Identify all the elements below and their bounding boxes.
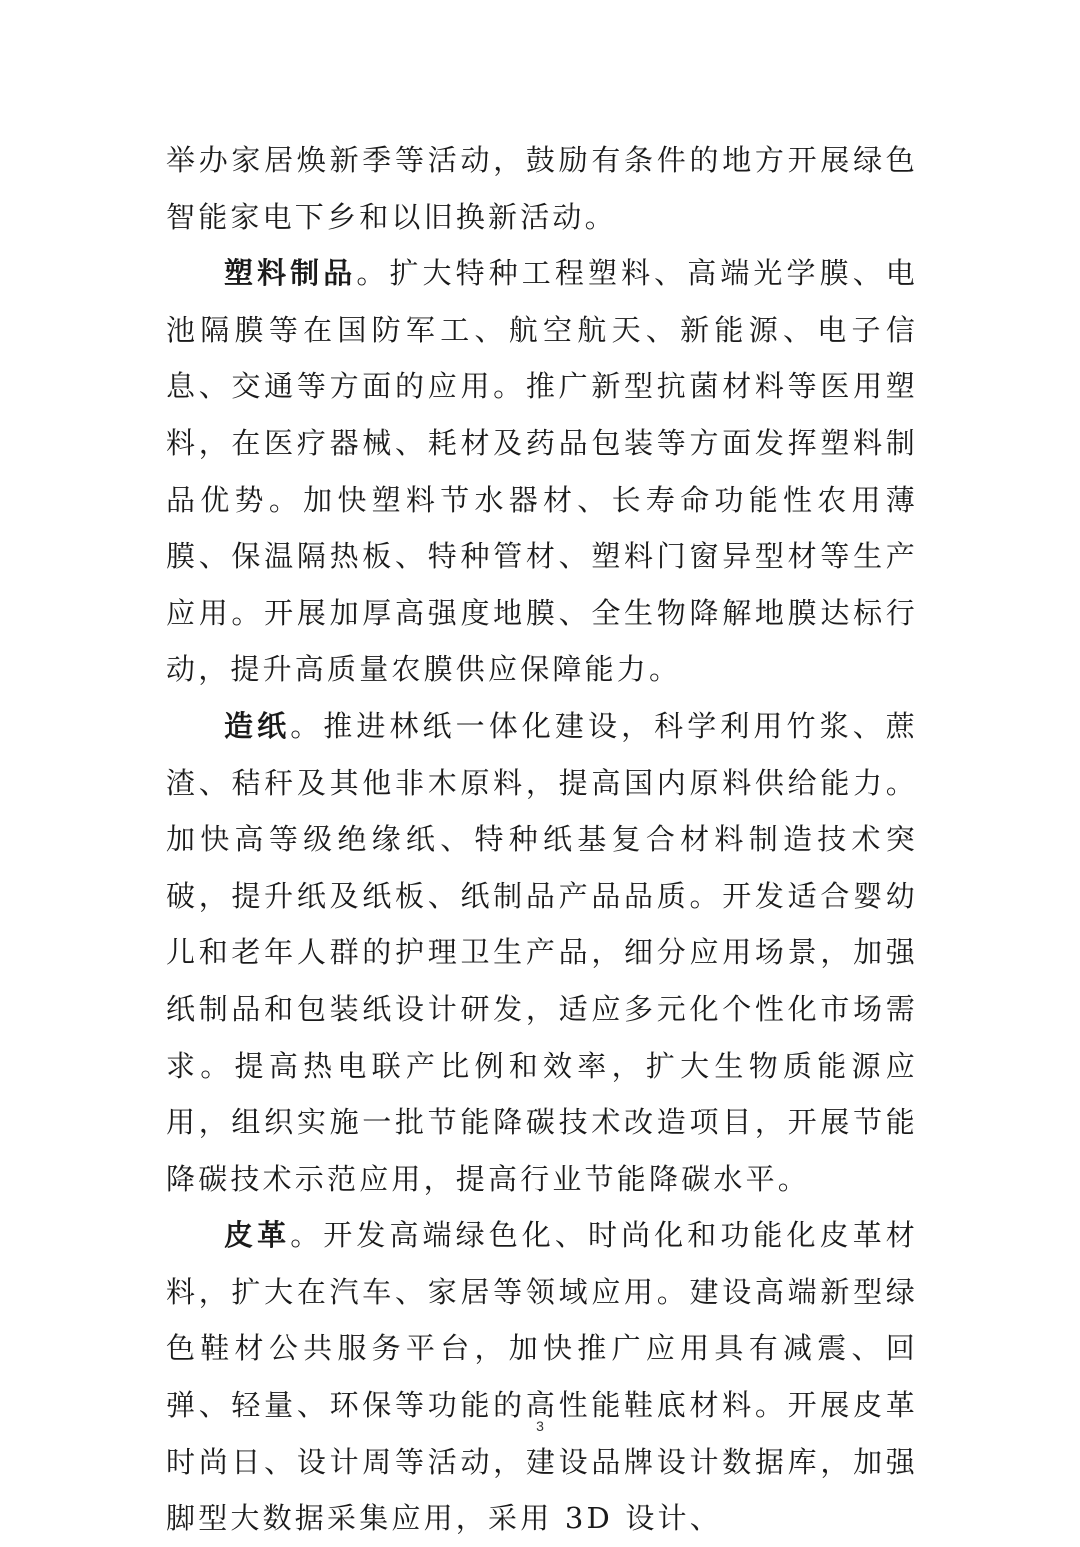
paragraph-papermaking [166, 698, 918, 1207]
paragraph-plastics [166, 245, 918, 698]
paragraph-text: 。推进林纸一体化建设，科学利用竹浆、蔗渣、秸秆及其他非木原料，提高国内原料供给能力。加快高等级绝缘纸、特种纸基复合材料制造技术突破，提升纸及纸板、纸制品产品品质。开发适合婴幼儿和老年人群的护理卫生产品，细分应用场景，加强纸制品和包装纸设计研发，适应多元化个性化市场需求。提高热电联产比例和效率，扩大生物质能源应用，组织实施一批节能降碳技术改造项目，开展节能降碳技术示范应用，提高行业节能降碳水平。 [166, 708, 918, 1196]
paragraph-household-continuation [166, 132, 918, 245]
paragraph-text: 举办家居焕新季等活动，鼓励有条件的地方开展绿色智能家电下乡和以旧换新活动。 [166, 143, 918, 234]
paragraph-text: 。扩大特种工程塑料、高端光学膜、电池隔膜等在国防军工、航空航天、新能源、电子信息、交通等方面的应用。推广新型抗菌材料等医用塑料，在医疗器械、耗材及药品包装等方面发挥塑料制品优势。加快塑料节水器材、长寿命功能性农用薄膜、保温隔热板、特种管材、塑料门窗异型材等生产应用。开展加厚高强度地膜、全生物降解地膜达标行动，提升高质量农膜供应保障能力。 [166, 256, 918, 687]
paragraph-heading-leather: 皮革 [224, 1218, 291, 1253]
paragraph-text: 。开发高端绿色化、时尚化和功能化皮革材料，扩大在汽车、家居等领域应用。建设高端新型绿色鞋材公共服务平台，加快推广应用具有减震、回弹、轻量、环保等功能的高性能鞋底材料。开展皮革时尚日、设计周等活动，建设品牌设计数据库，加强脚型大数据采集应用，采用 3D 设计、 [166, 1218, 918, 1536]
body-text [166, 132, 918, 1547]
paragraph-leather [166, 1207, 918, 1547]
page-number: 3 [536, 1418, 544, 1434]
paragraph-heading-plastics: 塑料制品 [224, 256, 357, 291]
paragraph-heading-papermaking: 造纸 [224, 708, 291, 743]
